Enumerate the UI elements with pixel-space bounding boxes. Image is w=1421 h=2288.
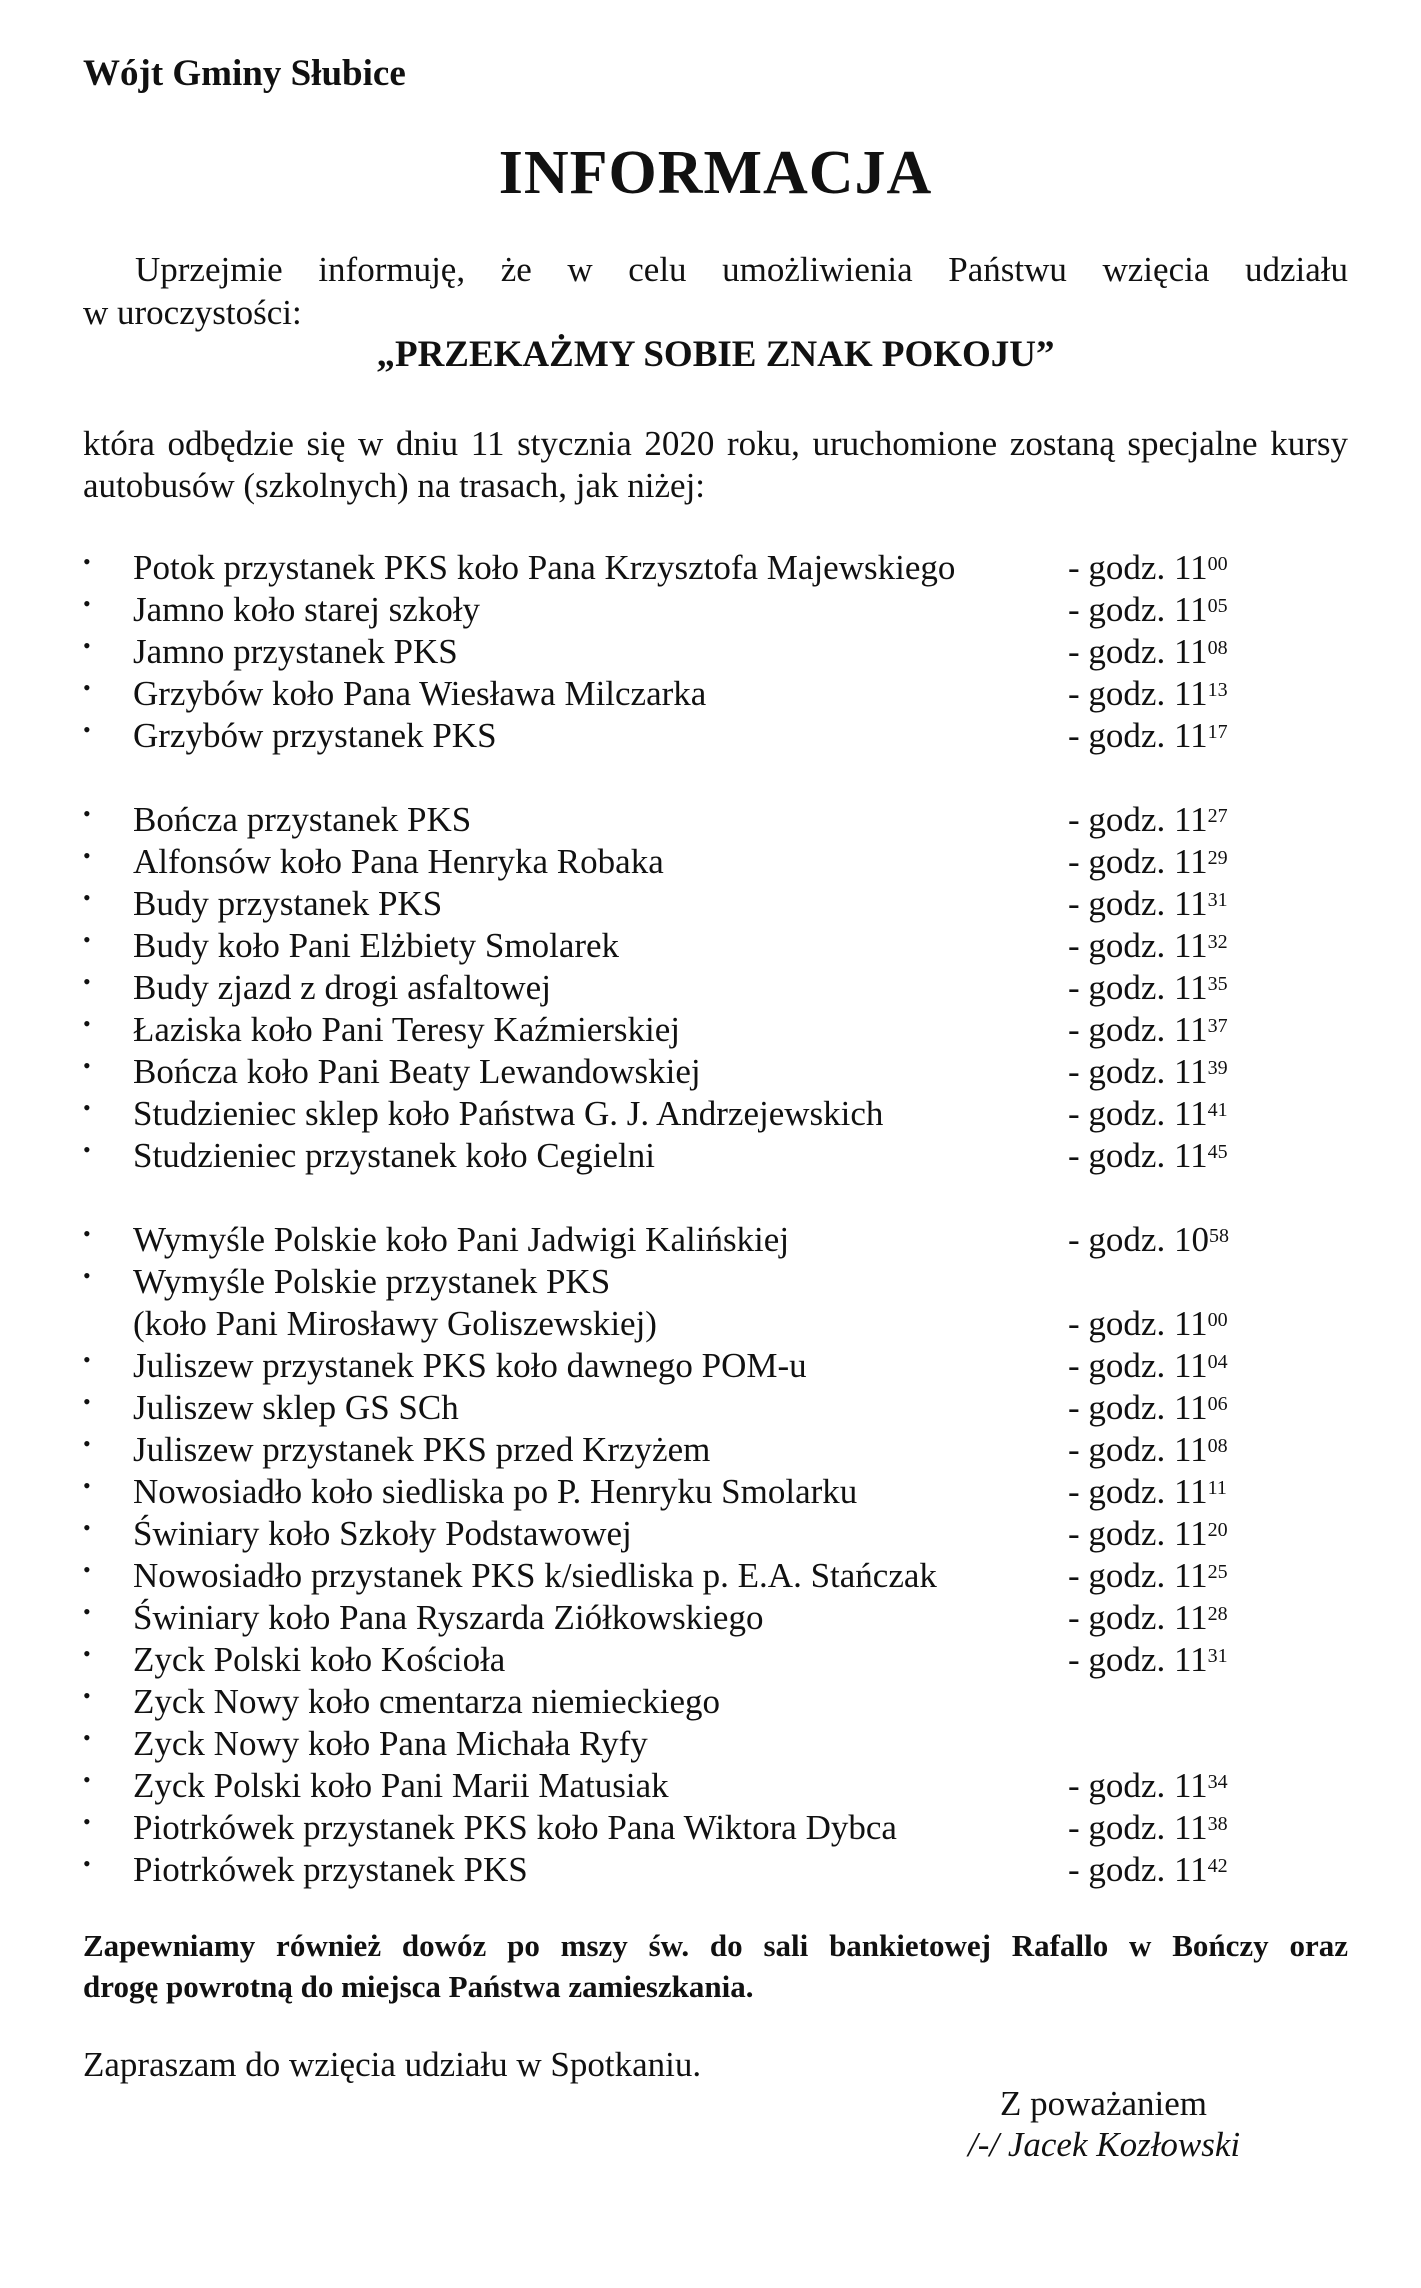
- details-paragraph: [83, 423, 1348, 507]
- bullet-marker: •: [83, 1347, 91, 1372]
- time-prefix: - godz.: [1068, 1640, 1166, 1679]
- time-minute: 08: [1207, 637, 1228, 659]
- intro-paragraph: [83, 248, 1348, 334]
- issuer-heading: Wójt Gminy Słubice: [83, 53, 406, 94]
- schedule-item: [83, 1849, 1348, 1891]
- time-hour: 11: [1173, 884, 1208, 923]
- departure-time: [1068, 715, 1228, 757]
- time-prefix: - godz.: [1068, 1850, 1166, 1889]
- time-prefix: - godz.: [1068, 1766, 1166, 1805]
- time-prefix: - godz.: [1068, 1094, 1166, 1133]
- time-hour: 10: [1173, 1220, 1209, 1259]
- bullet-marker: •: [83, 1683, 91, 1708]
- stop-name: (koło Pani Mirosławy Goliszewskiej): [133, 1304, 657, 1343]
- time-hour: 11: [1173, 632, 1208, 671]
- departure-time: [1068, 1555, 1228, 1597]
- bullet-marker: •: [83, 927, 91, 952]
- departure-time: [1068, 1849, 1228, 1891]
- time-minute: 32: [1207, 931, 1228, 953]
- stop-name: Łaziska koło Pani Teresy Kaźmierskiej: [133, 1010, 681, 1049]
- time-prefix: - godz.: [1068, 1430, 1166, 1469]
- bullet-marker: •: [83, 1473, 91, 1498]
- time-prefix: - godz.: [1068, 1346, 1166, 1385]
- time-minute: 34: [1207, 1771, 1228, 1793]
- time-minute: 31: [1207, 1645, 1228, 1667]
- schedule-item: [83, 1345, 1348, 1387]
- stop-name: Alfonsów koło Pana Henryka Robaka: [133, 842, 664, 881]
- schedule-item: [83, 925, 1348, 967]
- time-prefix: - godz.: [1068, 800, 1166, 839]
- stop-name: Bończa koło Pani Beaty Lewandowskiej: [133, 1052, 701, 1091]
- time-prefix: - godz.: [1068, 1808, 1166, 1847]
- schedule-item: [83, 1429, 1348, 1471]
- time-prefix: - godz.: [1068, 884, 1166, 923]
- bullet-marker: •: [83, 1599, 91, 1624]
- bullet-marker: •: [83, 969, 91, 994]
- schedule-item: [83, 1723, 1348, 1765]
- time-minute: 00: [1207, 553, 1228, 575]
- time-minute: 13: [1207, 679, 1228, 701]
- schedule-item: [83, 547, 1348, 589]
- schedule-item: [83, 715, 1348, 757]
- time-minute: 20: [1207, 1519, 1228, 1541]
- time-prefix: - godz.: [1068, 1514, 1166, 1553]
- stop-name: Zyck Nowy koło cmentarza niemieckiego: [133, 1682, 721, 1721]
- time-hour: 11: [1173, 1346, 1208, 1385]
- schedule-item: [83, 1555, 1348, 1597]
- departure-time: [1068, 1303, 1228, 1345]
- bullet-marker: •: [83, 1137, 91, 1162]
- time-minute: 17: [1207, 721, 1228, 743]
- time-prefix: - godz.: [1068, 1598, 1166, 1637]
- schedule-item: [83, 1261, 1348, 1303]
- event-name: „PRZEKAŻMY SOBIE ZNAK POKOJU”: [376, 334, 1055, 375]
- bullet-marker: •: [83, 1053, 91, 1078]
- stop-name: Budy koło Pani Elżbiety Smolarek: [133, 926, 620, 965]
- schedule-item: [83, 1303, 1348, 1345]
- bullet-marker: •: [83, 1809, 91, 1834]
- schedule-item: [83, 589, 1348, 631]
- departure-time: [1068, 925, 1228, 967]
- departure-time: [1068, 841, 1228, 883]
- time-prefix: - godz.: [1068, 1556, 1166, 1595]
- stop-name: Zyck Nowy koło Pana Michała Ryfy: [133, 1724, 648, 1763]
- time-prefix: - godz.: [1068, 590, 1166, 629]
- time-hour: 11: [1173, 842, 1208, 881]
- stop-name: Bończa przystanek PKS: [133, 800, 472, 839]
- time-hour: 11: [1173, 1766, 1208, 1805]
- time-hour: 11: [1173, 674, 1208, 713]
- time-prefix: - godz.: [1068, 1136, 1166, 1175]
- departure-time: [1068, 1009, 1228, 1051]
- bullet-marker: •: [83, 1725, 91, 1750]
- departure-time: [1068, 799, 1228, 841]
- departure-time: [1068, 631, 1228, 673]
- schedule-item: [83, 1639, 1348, 1681]
- time-hour: 11: [1173, 1304, 1208, 1343]
- time-prefix: - godz.: [1068, 968, 1166, 1007]
- time-prefix: - godz.: [1068, 1052, 1166, 1091]
- time-hour: 11: [1173, 1556, 1208, 1595]
- schedule-item: [83, 1387, 1348, 1429]
- time-hour: 11: [1173, 1808, 1208, 1847]
- stop-name: Świniary koło Szkoły Podstawowej: [133, 1514, 632, 1553]
- bullet-marker: •: [83, 717, 91, 742]
- bullet-marker: •: [83, 1851, 91, 1876]
- bullet-marker: •: [83, 1263, 91, 1288]
- time-hour: 11: [1173, 1136, 1208, 1175]
- time-hour: 11: [1173, 1514, 1208, 1553]
- time-minute: 37: [1207, 1015, 1228, 1037]
- time-minute: 06: [1207, 1393, 1228, 1415]
- time-prefix: - godz.: [1068, 548, 1166, 587]
- stop-name: Budy przystanek PKS: [133, 884, 443, 923]
- bullet-marker: •: [83, 1389, 91, 1414]
- time-minute: 08: [1207, 1435, 1228, 1457]
- schedule-item: [83, 1681, 1348, 1723]
- departure-time: [1068, 1387, 1228, 1429]
- bullet-marker: •: [83, 801, 91, 826]
- stop-name: Wymyśle Polskie przystanek PKS: [133, 1262, 611, 1301]
- time-prefix: - godz.: [1068, 1010, 1166, 1049]
- stop-name: Studzieniec sklep koło Państwa G. J. Andrzejewskich: [133, 1094, 884, 1133]
- bullet-marker: •: [83, 549, 91, 574]
- time-hour: 11: [1173, 1472, 1208, 1511]
- time-minute: 31: [1207, 889, 1228, 911]
- time-minute: 39: [1207, 1057, 1228, 1079]
- stop-name: Jamno koło starej szkoły: [133, 590, 481, 629]
- time-minute: 42: [1207, 1855, 1228, 1877]
- details-line-1: która odbędzie się w dniu 11 stycznia 2020 roku, uruchomione zostaną specjalne kursy: [83, 424, 1348, 463]
- stop-name: Nowosiadło przystanek PKS k/siedliska p. E.A. Stańczak: [133, 1556, 937, 1595]
- schedule-item: [83, 799, 1348, 841]
- signature: /-/ Jacek Kozłowski: [968, 2125, 1241, 2164]
- departure-time: [1068, 1135, 1228, 1177]
- time-hour: 11: [1173, 548, 1208, 587]
- time-hour: 11: [1173, 1388, 1208, 1427]
- departure-time: [1068, 1807, 1228, 1849]
- time-minute: 38: [1207, 1813, 1228, 1835]
- schedule-group-gap: [83, 1177, 1348, 1219]
- intro-line-2: w uroczystości:: [83, 293, 302, 332]
- time-prefix: - godz.: [1068, 716, 1166, 755]
- details-line-2: autobusów (szkolnych) na trasach, jak niżej:: [83, 466, 706, 505]
- invitation-text: Zapraszam do wzięcia udziału w Spotkaniu.: [83, 2045, 702, 2084]
- schedule-item: [83, 631, 1348, 673]
- time-hour: 11: [1173, 1094, 1208, 1133]
- departure-time: [1068, 1429, 1228, 1471]
- closing-salutation: Z poważaniem: [1000, 2084, 1207, 2123]
- schedule-item: [83, 1135, 1348, 1177]
- time-prefix: - godz.: [1068, 842, 1166, 881]
- bullet-marker: •: [83, 1221, 91, 1246]
- schedule-item: [83, 1807, 1348, 1849]
- departure-time: [1068, 547, 1228, 589]
- departure-time: [1068, 883, 1228, 925]
- departure-time: [1068, 589, 1228, 631]
- time-minute: 11: [1207, 1477, 1227, 1499]
- bullet-marker: •: [83, 1641, 91, 1666]
- departure-time: [1068, 1513, 1228, 1555]
- time-hour: 11: [1173, 1430, 1208, 1469]
- time-prefix: - godz.: [1068, 632, 1166, 671]
- departure-time: [1068, 1345, 1228, 1387]
- schedule-item: [83, 1219, 1348, 1261]
- schedule-item: [83, 1051, 1348, 1093]
- stop-name: Grzybów przystanek PKS: [133, 716, 497, 755]
- stop-name: Studzieniec przystanek koło Cegielni: [133, 1136, 655, 1175]
- bullet-marker: •: [83, 1515, 91, 1540]
- departure-time: [1068, 1597, 1228, 1639]
- bullet-marker: •: [83, 633, 91, 658]
- departure-time: [1068, 967, 1228, 1009]
- departure-time: [1068, 1765, 1228, 1807]
- time-minute: 45: [1207, 1141, 1228, 1163]
- stop-name: Zyck Polski koło Kościoła: [133, 1640, 506, 1679]
- time-hour: 11: [1173, 590, 1208, 629]
- time-hour: 11: [1173, 1640, 1208, 1679]
- schedule-item: [83, 1009, 1348, 1051]
- schedule-item: [83, 1471, 1348, 1513]
- time-hour: 11: [1173, 1052, 1208, 1091]
- stop-name: Wymyśle Polskie koło Pani Jadwigi Kalińskiej: [133, 1220, 790, 1259]
- time-prefix: - godz.: [1068, 1220, 1166, 1259]
- transport-note-line-2: drogę powrotną do miejsca Państwa zamieszkania.: [83, 1969, 754, 2004]
- transport-note-line-1: Zapewniamy również dowóz po mszy św. do sali bankietowej Rafallo w Bończy oraz: [83, 1928, 1348, 1963]
- bullet-marker: •: [83, 675, 91, 700]
- departure-time: [1068, 1093, 1228, 1135]
- time-prefix: - godz.: [1068, 674, 1166, 713]
- schedule-item: [83, 1597, 1348, 1639]
- time-hour: 11: [1173, 1010, 1208, 1049]
- stop-name: Nowosiadło koło siedliska po P. Henryku Smolarku: [133, 1472, 858, 1511]
- stop-name: Piotrkówek przystanek PKS koło Pana Wiktora Dybca: [133, 1808, 897, 1847]
- document-title: INFORMACJA: [498, 139, 933, 207]
- stop-name: Juliszew sklep GS SCh: [133, 1388, 459, 1427]
- time-prefix: - godz.: [1068, 1388, 1166, 1427]
- schedule-item: [83, 967, 1348, 1009]
- stop-name: Juliszew przystanek PKS przed Krzyżem: [133, 1430, 711, 1469]
- stop-name: Jamno przystanek PKS: [133, 632, 458, 671]
- schedule-item: [83, 673, 1348, 715]
- departure-time: [1068, 1471, 1227, 1513]
- departure-time: [1068, 1219, 1229, 1261]
- stop-name: Piotrkówek przystanek PKS: [133, 1850, 528, 1889]
- schedule-item: [83, 1765, 1348, 1807]
- time-minute: 41: [1207, 1099, 1228, 1121]
- time-prefix: - godz.: [1068, 1472, 1166, 1511]
- bullet-marker: •: [83, 1011, 91, 1036]
- time-hour: 11: [1173, 1598, 1208, 1637]
- time-minute: 35: [1207, 973, 1228, 995]
- stop-name: Potok przystanek PKS koło Pana Krzysztofa Majewskiego: [133, 548, 956, 587]
- bullet-marker: •: [83, 885, 91, 910]
- bus-schedule-list: [83, 547, 1348, 1891]
- time-hour: 11: [1173, 716, 1208, 755]
- time-prefix: - godz.: [1068, 1304, 1166, 1343]
- bullet-marker: •: [83, 1557, 91, 1582]
- time-hour: 11: [1173, 800, 1208, 839]
- transport-note: [83, 1925, 1348, 2007]
- bullet-marker: •: [83, 1431, 91, 1456]
- time-minute: 25: [1207, 1561, 1228, 1583]
- time-minute: 28: [1207, 1603, 1228, 1625]
- stop-name: Juliszew przystanek PKS koło dawnego POM-u: [133, 1346, 807, 1385]
- bullet-marker: •: [83, 843, 91, 868]
- time-minute: 29: [1207, 847, 1228, 869]
- schedule-item: [83, 841, 1348, 883]
- bullet-marker: •: [83, 1767, 91, 1792]
- time-minute: 00: [1207, 1309, 1228, 1331]
- stop-name: Zyck Polski koło Pani Marii Matusiak: [133, 1766, 669, 1805]
- time-prefix: - godz.: [1068, 926, 1166, 965]
- time-minute: 27: [1207, 805, 1228, 827]
- time-minute: 58: [1208, 1225, 1229, 1247]
- schedule-group-gap: [83, 757, 1348, 799]
- departure-time: [1068, 1051, 1228, 1093]
- time-minute: 05: [1207, 595, 1228, 617]
- stop-name: Budy zjazd z drogi asfaltowej: [133, 968, 551, 1007]
- schedule-item: [83, 1093, 1348, 1135]
- schedule-item: [83, 1513, 1348, 1555]
- stop-name: Grzybów koło Pana Wiesława Milczarka: [133, 674, 707, 713]
- stop-name: Świniary koło Pana Ryszarda Ziółkowskiego: [133, 1598, 764, 1637]
- time-hour: 11: [1173, 926, 1208, 965]
- time-hour: 11: [1173, 968, 1208, 1007]
- intro-line-1: Uprzejmie informuję, że w celu umożliwienia Państwu wzięcia udziału: [135, 250, 1348, 289]
- departure-time: [1068, 673, 1228, 715]
- schedule-item: [83, 883, 1348, 925]
- time-hour: 11: [1173, 1850, 1208, 1889]
- time-minute: 04: [1207, 1351, 1228, 1373]
- departure-time: [1068, 1639, 1228, 1681]
- bullet-marker: •: [83, 1095, 91, 1120]
- bullet-marker: •: [83, 591, 91, 616]
